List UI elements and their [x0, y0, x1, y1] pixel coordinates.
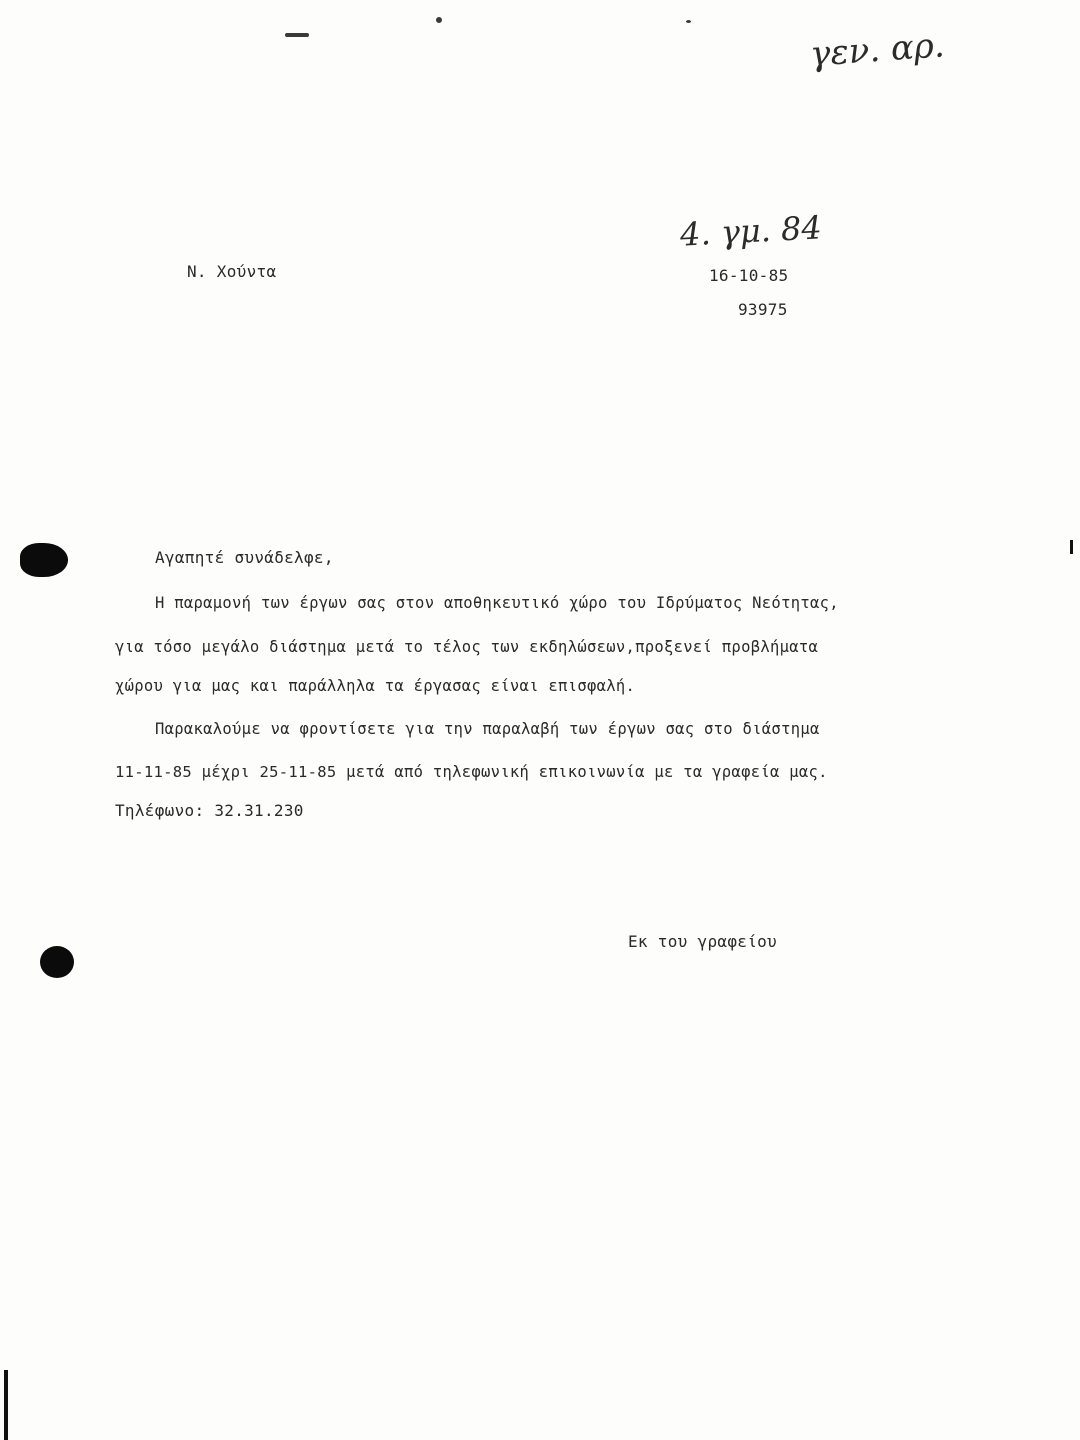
letter-date: 16-10-85: [709, 266, 789, 285]
phone-line: Τηλέφωνο: 32.31.230: [115, 801, 304, 820]
body-line: Παρακαλούμε να φροντίσετε για την παραλαβή των έργων σας στο διάστημα: [155, 720, 820, 738]
punch-hole-mark: [20, 543, 68, 577]
salutation: Αγαπητέ συνάδελφε,: [155, 548, 334, 567]
handwritten-note-top-right: γεν. αρ.: [808, 25, 946, 75]
scan-speck: [686, 20, 691, 23]
punch-hole-mark: [40, 946, 74, 978]
scan-edge-line: [4, 1370, 8, 1440]
body-line: για τόσο μεγάλο διάστημα μετά το τέλος των εκδηλώσεων,προξενεί προβλήματα: [115, 638, 819, 656]
closing-signature: Εκ του γραφείου: [628, 932, 777, 951]
recipient-name: Ν. Χούντα: [187, 262, 277, 281]
body-line: Η παραμονή των έργων σας στον αποθηκευτικό χώρο του Ιδρύματος Νεότητας,: [155, 594, 839, 612]
handwritten-date-note: 4. γμ. 84: [679, 208, 823, 254]
reference-number: 93975: [738, 300, 788, 319]
scan-speck: [436, 17, 442, 23]
body-line: χώρου για μας και παράλληλα τα έργασας είναι επισφαλή.: [115, 677, 636, 695]
body-line: 11-11-85 μέχρι 25-11-85 μετά από τηλεφωνική επικοινωνία με τα γραφεία μας.: [115, 763, 828, 781]
scan-speck: [285, 33, 309, 37]
scan-edge-line: [1070, 540, 1073, 554]
